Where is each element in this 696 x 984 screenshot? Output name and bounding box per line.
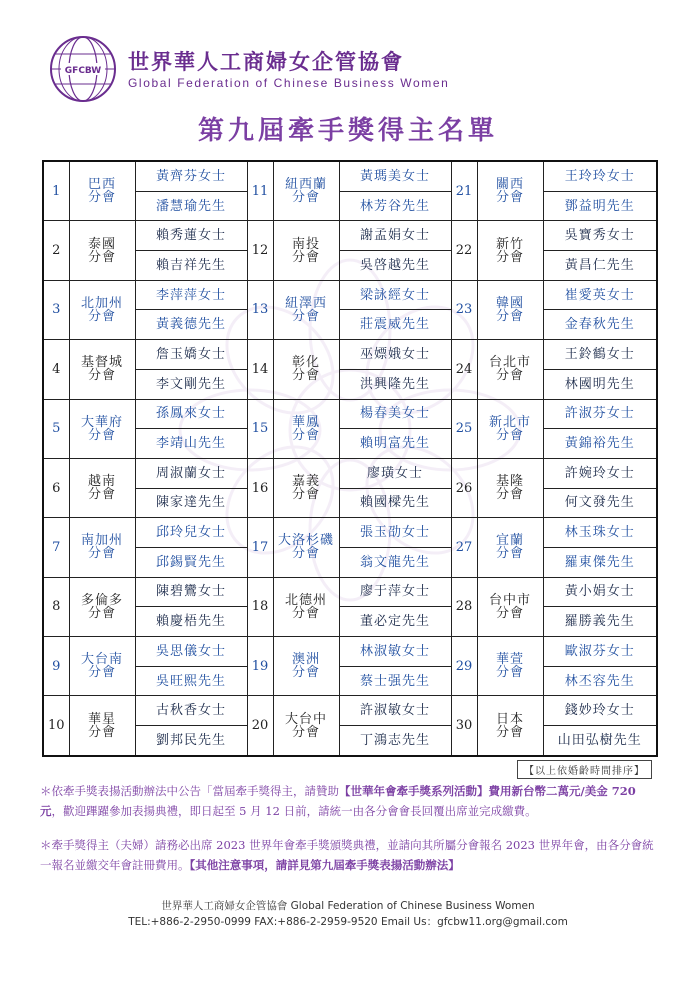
table-row <box>43 251 657 281</box>
branch-suffix: 分會 <box>291 605 320 621</box>
winner-husband: 何文發先生 <box>543 488 657 518</box>
branch-suffix: 分會 <box>87 308 116 324</box>
branch-location: 紐澤西 <box>284 295 327 311</box>
branch-name <box>273 221 339 280</box>
entry-number: 19 <box>247 637 273 696</box>
winner-husband: 黃義德先生 <box>135 310 247 340</box>
branch-location: 嘉義 <box>291 474 320 490</box>
branch-suffix: 分會 <box>87 724 116 740</box>
winner-wife: 崔愛英女士 <box>543 280 657 310</box>
note-attendance-reference: 【其他注意事項，請詳見第九屆牽手獎表揚活動辦法】 <box>189 858 460 872</box>
table-row <box>43 399 657 429</box>
branch-location: 宜蘭 <box>495 533 524 549</box>
table-row <box>43 607 657 637</box>
branch-suffix: 分會 <box>291 546 320 562</box>
branch-suffix: 分會 <box>495 724 524 740</box>
branch-location: 多倫多 <box>80 592 123 608</box>
note-sponsorship-text-b: ，歡迎蹕躍參加表揚典禮，即日起至 5 月 12 日前，請統一由各分會會長回覆出席並完成繳費。 <box>51 804 537 818</box>
branch-name <box>273 280 339 339</box>
note-attendance <box>40 835 660 875</box>
winner-wife: 許淑敏女士 <box>339 696 451 726</box>
winner-husband: 丁鴻志先生 <box>339 726 451 756</box>
entry-number: 29 <box>451 637 477 696</box>
branch-name <box>69 399 135 458</box>
entry-number: 16 <box>247 458 273 517</box>
branch-location: 大台南 <box>80 652 123 668</box>
entry-number: 5 <box>43 399 69 458</box>
branch-suffix: 分會 <box>291 427 320 443</box>
winner-husband: 邱錫賢先生 <box>135 547 247 577</box>
branch-suffix: 分會 <box>291 249 320 265</box>
table-row <box>43 429 657 459</box>
entry-number: 1 <box>43 161 69 221</box>
branch-suffix: 分會 <box>291 724 320 740</box>
winner-wife: 王玲玲女士 <box>543 161 657 191</box>
branch-location: 大華府 <box>80 414 123 430</box>
winner-husband: 洪興隆先生 <box>339 369 451 399</box>
winner-wife: 孫鳳來女士 <box>135 399 247 429</box>
entry-number: 25 <box>451 399 477 458</box>
entry-number: 18 <box>247 577 273 636</box>
table-row <box>43 637 657 667</box>
note-sponsorship <box>40 781 660 821</box>
branch-location: 華鳳 <box>291 414 320 430</box>
branch-suffix: 分會 <box>495 546 524 562</box>
winner-wife: 詹玉嬌女士 <box>135 340 247 370</box>
branch-name <box>273 637 339 696</box>
branch-location: 彰化 <box>291 355 320 371</box>
branch-name <box>477 637 543 696</box>
branch-name <box>477 696 543 756</box>
branch-suffix: 分會 <box>87 427 116 443</box>
winner-husband: 鄧益明先生 <box>543 191 657 221</box>
winner-husband: 金春秋先生 <box>543 310 657 340</box>
branch-suffix: 分會 <box>87 190 116 206</box>
page-footer <box>0 898 696 930</box>
branch-location: 越南 <box>87 474 116 490</box>
entry-number: 30 <box>451 696 477 756</box>
winner-husband: 林國明先生 <box>543 369 657 399</box>
notes-section <box>40 781 660 889</box>
org-name-english: Global Federation of Chinese Business Women <box>128 76 450 90</box>
winner-husband: 賴吉祥先生 <box>135 251 247 281</box>
branch-location: 韓國 <box>495 295 524 311</box>
winner-husband: 林芳谷先生 <box>339 191 451 221</box>
entry-number: 23 <box>451 280 477 339</box>
winner-wife: 梁詠經女士 <box>339 280 451 310</box>
branch-location: 紐西蘭 <box>284 177 327 193</box>
branch-suffix: 分會 <box>87 665 116 681</box>
winner-husband: 劉邦民先生 <box>135 726 247 756</box>
branch-suffix: 分會 <box>495 487 524 503</box>
winner-husband: 賴明富先生 <box>339 429 451 459</box>
branch-suffix: 分會 <box>87 605 116 621</box>
entry-number: 22 <box>451 221 477 280</box>
winner-husband: 吳啓越先生 <box>339 251 451 281</box>
branch-name <box>69 696 135 756</box>
winner-wife: 廖璜女士 <box>339 458 451 488</box>
footer-contact-line: TEL:+886-2-2950-0999 FAX:+886-2-2959-9520 Email Us：gfcbw11.org@gmail.com <box>128 916 568 928</box>
winner-wife: 吳思儀女士 <box>135 637 247 667</box>
winner-wife: 黃小娟女士 <box>543 577 657 607</box>
entry-number: 27 <box>451 518 477 577</box>
winner-husband: 李文剛先生 <box>135 369 247 399</box>
branch-suffix: 分會 <box>291 368 320 384</box>
branch-name <box>273 161 339 221</box>
branch-suffix: 分會 <box>291 665 320 681</box>
winner-husband: 林丕容先生 <box>543 666 657 696</box>
branch-suffix: 分會 <box>291 308 320 324</box>
branch-name <box>273 696 339 756</box>
branch-suffix: 分會 <box>495 427 524 443</box>
org-name-chinese: 世界華人工商婦女企管協會 <box>128 49 404 74</box>
entry-number: 21 <box>451 161 477 221</box>
winner-wife: 廖于萍女士 <box>339 577 451 607</box>
table-row <box>43 369 657 399</box>
winner-husband: 董必定先生 <box>339 607 451 637</box>
branch-location: 日本 <box>495 711 524 727</box>
branch-location: 華星 <box>87 711 116 727</box>
winner-husband: 賴慶梧先生 <box>135 607 247 637</box>
branch-location: 大洛杉磯 <box>277 533 334 549</box>
branch-location: 台中市 <box>488 592 531 608</box>
branch-name <box>69 577 135 636</box>
note-attendance-text: ＊牽手獎得主（夫婦）請務必出席 2023 世界年會牽手獎頒獎典禮，並請向其所屬分會報名 2023 世界年會，由各分會統一報名並繳交年會註冊費用。 <box>40 838 654 872</box>
branch-location: 泰國 <box>87 236 116 252</box>
sort-note: 【以上依婚齡時間排序】 <box>517 760 652 779</box>
winner-wife: 楊春美女士 <box>339 399 451 429</box>
entry-number: 11 <box>247 161 273 221</box>
branch-name <box>69 221 135 280</box>
winner-wife: 吳寶秀女士 <box>543 221 657 251</box>
entry-number: 24 <box>451 340 477 399</box>
winner-wife: 謝孟娟女士 <box>339 221 451 251</box>
gfcbw-globe-logo-icon <box>48 34 118 104</box>
branch-name <box>69 340 135 399</box>
branch-location: 澳洲 <box>291 652 320 668</box>
award-winners-table <box>42 160 658 757</box>
winner-husband: 李靖山先生 <box>135 429 247 459</box>
winner-wife: 古秋香女士 <box>135 696 247 726</box>
table-row <box>43 577 657 607</box>
winner-wife: 錢妙玲女士 <box>543 696 657 726</box>
winner-wife: 林淑敏女士 <box>339 637 451 667</box>
winner-husband: 莊震威先生 <box>339 310 451 340</box>
table-row <box>43 191 657 221</box>
winner-husband: 吳旺熙先生 <box>135 666 247 696</box>
table-row <box>43 340 657 370</box>
branch-suffix: 分會 <box>495 605 524 621</box>
branch-location: 大台中 <box>284 711 327 727</box>
branch-suffix: 分會 <box>291 487 320 503</box>
branch-location: 基督城 <box>80 355 123 371</box>
winner-husband: 陳家達先生 <box>135 488 247 518</box>
table-row <box>43 666 657 696</box>
branch-name <box>477 161 543 221</box>
winner-wife: 許婉玲女士 <box>543 458 657 488</box>
table-row <box>43 458 657 488</box>
branch-location: 關西 <box>495 177 524 193</box>
branch-location: 南加州 <box>80 533 123 549</box>
winner-wife: 陳碧鸞女士 <box>135 577 247 607</box>
winner-wife: 王鈴鶴女士 <box>543 340 657 370</box>
branch-name <box>69 280 135 339</box>
entry-number: 14 <box>247 340 273 399</box>
branch-name <box>477 458 543 517</box>
entry-number: 13 <box>247 280 273 339</box>
branch-name <box>477 221 543 280</box>
note-sponsorship-text-a: ＊依牽手獎表揚活動辦法中公告「當屆牽手獎得主，請贊助 <box>40 784 339 798</box>
table-row <box>43 221 657 251</box>
table-row <box>43 161 657 191</box>
branch-suffix: 分會 <box>495 368 524 384</box>
table-row <box>43 310 657 340</box>
winner-husband: 蔡士强先生 <box>339 666 451 696</box>
roster-body <box>43 161 657 756</box>
branch-name <box>477 280 543 339</box>
branch-location: 基隆 <box>495 474 524 490</box>
winner-husband: 黃昌仁先生 <box>543 251 657 281</box>
branch-name <box>273 577 339 636</box>
branch-location: 巴西 <box>87 177 116 193</box>
branch-suffix: 分會 <box>291 190 320 206</box>
entry-number: 20 <box>247 696 273 756</box>
note-sponsorship-fee: 【世華年會牽手獎系列活動】費用新台幣二萬元/美金 720 元 <box>40 784 636 818</box>
winner-husband: 賴國樑先生 <box>339 488 451 518</box>
branch-name <box>477 340 543 399</box>
winner-wife: 黃瑪美女士 <box>339 161 451 191</box>
entry-number: 26 <box>451 458 477 517</box>
winner-husband: 山田弘樹先生 <box>543 726 657 756</box>
branch-location: 北德州 <box>284 592 327 608</box>
winner-wife: 賴秀蓮女士 <box>135 221 247 251</box>
branch-location: 新北市 <box>488 414 531 430</box>
branch-location: 南投 <box>291 236 320 252</box>
table-row <box>43 488 657 518</box>
winner-wife: 林玉珠女士 <box>543 518 657 548</box>
branch-name <box>69 161 135 221</box>
winner-wife: 黃齊芬女士 <box>135 161 247 191</box>
entry-number: 2 <box>43 221 69 280</box>
winner-husband: 羅東傑先生 <box>543 547 657 577</box>
entry-number: 10 <box>43 696 69 756</box>
winner-wife: 歐淑芬女士 <box>543 637 657 667</box>
branch-name <box>69 637 135 696</box>
winner-wife: 許淑芬女士 <box>543 399 657 429</box>
entry-number: 6 <box>43 458 69 517</box>
branch-location: 北加州 <box>80 295 123 311</box>
branch-name <box>273 458 339 517</box>
table-row <box>43 280 657 310</box>
table-row <box>43 518 657 548</box>
entry-number: 17 <box>247 518 273 577</box>
branch-name <box>273 518 339 577</box>
entry-number: 7 <box>43 518 69 577</box>
branch-suffix: 分會 <box>495 190 524 206</box>
branch-suffix: 分會 <box>495 665 524 681</box>
winner-wife: 李萍萍女士 <box>135 280 247 310</box>
table-row <box>43 547 657 577</box>
entry-number: 3 <box>43 280 69 339</box>
winner-wife: 巫嫖娥女士 <box>339 340 451 370</box>
branch-suffix: 分會 <box>87 487 116 503</box>
branch-location: 華萱 <box>495 652 524 668</box>
branch-name <box>273 399 339 458</box>
winner-husband: 羅勝義先生 <box>543 607 657 637</box>
footer-org-line: 世界華人工商婦女企管協會 Global Federation of Chinese Business Women <box>161 900 535 912</box>
winner-husband: 潘慧瑜先生 <box>135 191 247 221</box>
entry-number: 9 <box>43 637 69 696</box>
branch-name <box>273 340 339 399</box>
branch-name <box>477 577 543 636</box>
winner-wife: 張玉劭女士 <box>339 518 451 548</box>
branch-suffix: 分會 <box>495 249 524 265</box>
branch-location: 台北市 <box>488 355 531 371</box>
logo-text: GFCBW <box>64 66 102 76</box>
branch-name <box>477 518 543 577</box>
entry-number: 15 <box>247 399 273 458</box>
entry-number: 8 <box>43 577 69 636</box>
page-title: 第九屆牽手獎得主名單 <box>197 116 498 146</box>
branch-suffix: 分會 <box>87 368 116 384</box>
table-row <box>43 696 657 726</box>
entry-number: 28 <box>451 577 477 636</box>
entry-number: 12 <box>247 221 273 280</box>
branch-suffix: 分會 <box>495 308 524 324</box>
winner-husband: 翁文龍先生 <box>339 547 451 577</box>
branch-location: 新竹 <box>495 236 524 252</box>
branch-name <box>69 518 135 577</box>
table-row <box>43 726 657 756</box>
winner-wife: 邱玲兒女士 <box>135 518 247 548</box>
branch-suffix: 分會 <box>87 249 116 265</box>
winner-wife: 周淑蘭女士 <box>135 458 247 488</box>
page-header <box>48 34 668 104</box>
branch-suffix: 分會 <box>87 546 116 562</box>
branch-name <box>477 399 543 458</box>
branch-name <box>69 458 135 517</box>
winner-husband: 黃錦裕先生 <box>543 429 657 459</box>
entry-number: 4 <box>43 340 69 399</box>
